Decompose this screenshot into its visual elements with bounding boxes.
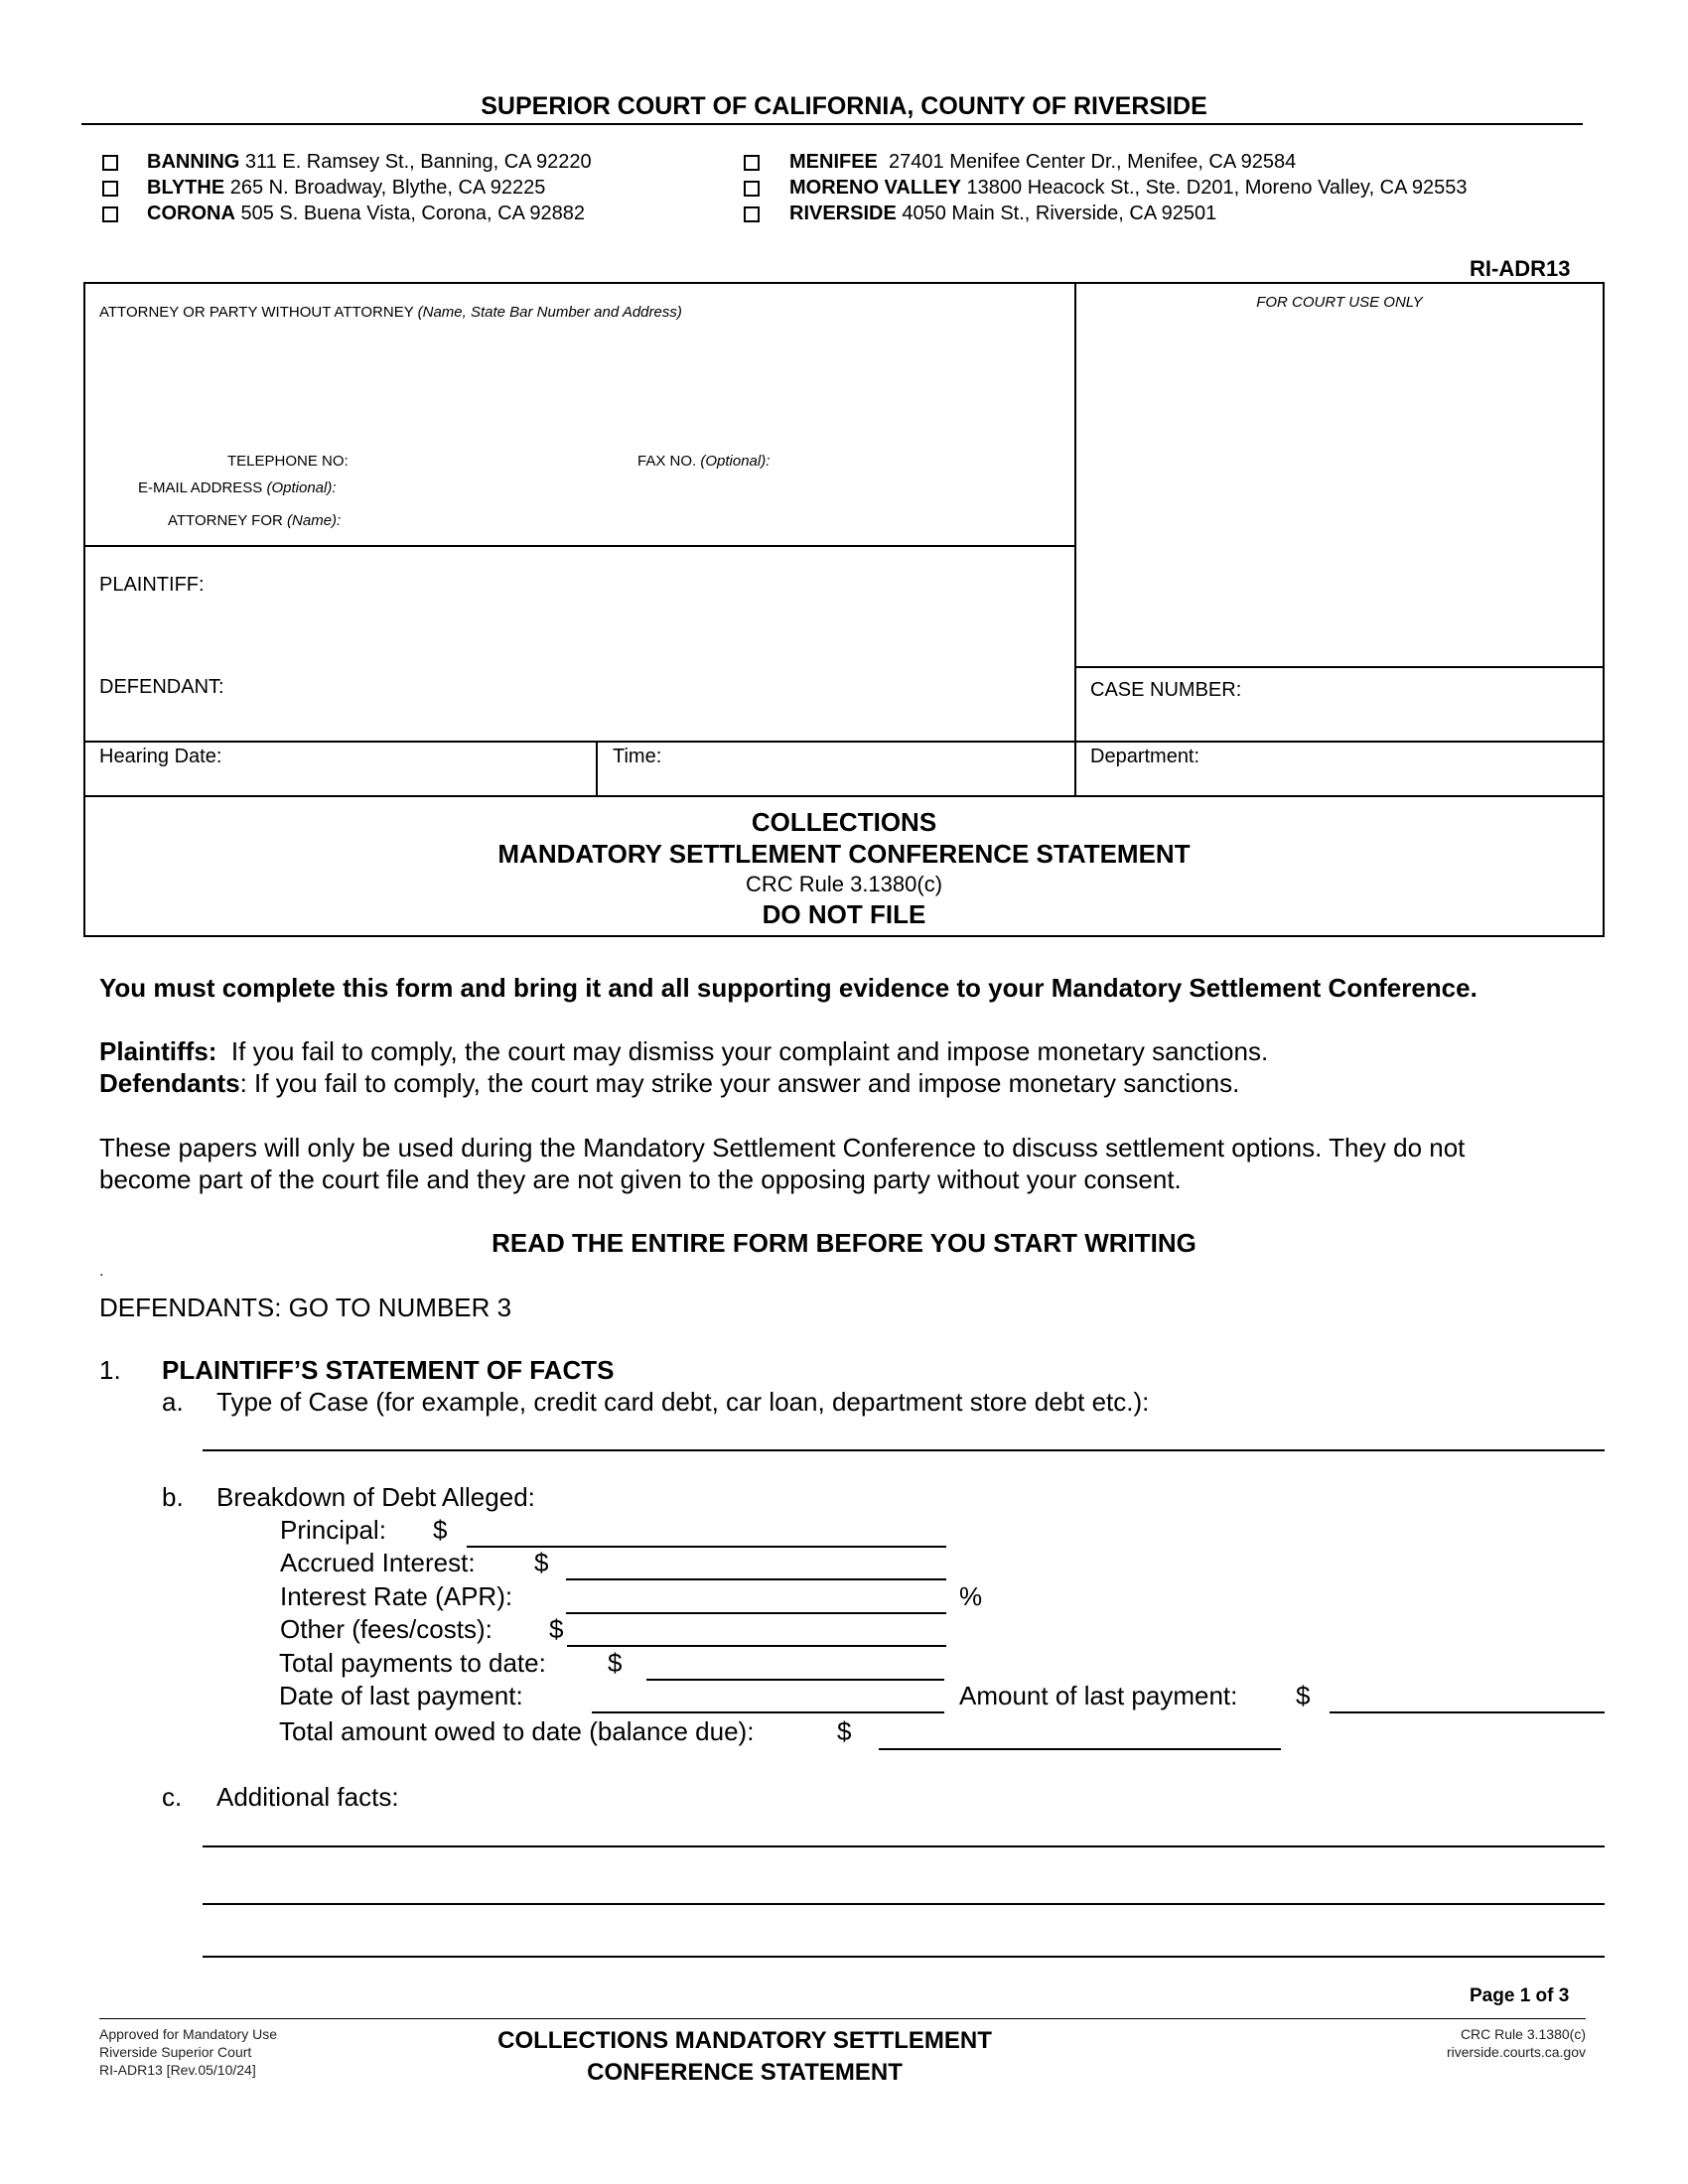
footer-rule-website: CRC Rule 3.1380(c) riverside.courts.ca.gov: [1446, 2026, 1586, 2060]
department-label: Department:: [1090, 746, 1200, 767]
interest-rate-input[interactable]: [566, 1588, 946, 1614]
court-use-only-label: FOR COURT USE ONLY: [1256, 294, 1423, 311]
form-title-do-not-file: DO NOT FILE: [762, 899, 926, 929]
form-title-main: MANDATORY SETTLEMENT CONFERENCE STATEMENT: [497, 839, 1191, 869]
type-of-case-input[interactable]: [203, 1426, 1605, 1451]
principal-input[interactable]: [467, 1522, 946, 1548]
defendant-label: DEFENDANT:: [99, 676, 224, 698]
total-owed-dollar: $: [837, 1716, 852, 1746]
location-blythe: BLYTHE 265 N. Broadway, Blythe, CA 92225: [147, 177, 546, 199]
hearing-date-label: Hearing Date:: [99, 746, 222, 767]
total-owed-label: Total amount owed to date (balance due):: [279, 1716, 755, 1746]
location-corona: CORONA 505 S. Buena Vista, Corona, CA 92882: [147, 203, 585, 224]
checkbox-corona[interactable]: [102, 206, 118, 222]
item-a-text: Type of Case (for example, credit card debt, car loan, department store debt etc.):: [216, 1387, 1150, 1417]
caption-divider-court-use: [1074, 666, 1605, 668]
item-c-letter: c.: [162, 1782, 183, 1812]
form-title-rule: CRC Rule 3.1380(c): [745, 872, 943, 896]
caption-divider-vertical: [1074, 282, 1076, 796]
location-moreno-valley: MORENO VALLEY 13800 Heacock St., Ste. D201, Moreno Valley, CA 92553: [789, 177, 1468, 199]
papers-notice-line1: These papers will only be used during the Mandatory Settlement Conference to discuss settlement options. They do not: [99, 1133, 1466, 1162]
location-riverside: RIVERSIDE 4050 Main St., Riverside, CA 92501: [789, 203, 1217, 224]
form-title-collections: COLLECTIONS: [751, 807, 937, 837]
item-b-text: Breakdown of Debt Alleged:: [216, 1482, 535, 1512]
accrued-interest-label: Accrued Interest:: [280, 1548, 476, 1577]
caption-divider-hearing: [83, 741, 1605, 743]
checkbox-moreno-valley[interactable]: [744, 181, 760, 197]
date-last-payment-label: Date of last payment:: [279, 1681, 523, 1710]
footer-form-title: COLLECTIONS MANDATORY SETTLEMENT CONFERENCE STATEMENT: [497, 2027, 992, 2086]
case-number-label: CASE NUMBER:: [1090, 679, 1242, 701]
interest-rate-percent: %: [959, 1581, 983, 1611]
item-a-letter: a.: [162, 1387, 184, 1417]
time-label: Time:: [613, 746, 662, 767]
page-number: Page 1 of 3: [1470, 1985, 1570, 2006]
interest-rate-label: Interest Rate (APR):: [280, 1581, 513, 1611]
checkbox-menifee[interactable]: [744, 155, 760, 171]
additional-facts-line1[interactable]: [203, 1822, 1605, 1847]
item-b-letter: b.: [162, 1482, 184, 1512]
must-complete-notice: You must complete this form and bring it and all supporting evidence to your Mandatory Settlement Conference.: [99, 973, 1477, 1003]
plaintiff-label: PLAINTIFF:: [99, 574, 205, 596]
accrued-interest-dollar: $: [534, 1548, 549, 1577]
attorney-label: ATTORNEY OR PARTY WITHOUT ATTORNEY (Name, State Bar Number and Address): [99, 304, 682, 321]
total-payments-dollar: $: [608, 1648, 623, 1678]
email-label: E-MAIL ADDRESS (Optional):: [138, 479, 337, 496]
amount-last-payment-input[interactable]: [1330, 1688, 1605, 1713]
accrued-interest-input[interactable]: [566, 1555, 946, 1580]
read-entire-form: READ THE ENTIRE FORM BEFORE YOU START WRITING: [492, 1228, 1196, 1258]
amount-last-payment-dollar: $: [1296, 1681, 1311, 1710]
caption-divider-date-time: [596, 741, 598, 796]
form-id: RI-ADR13: [1470, 256, 1571, 281]
principal-label: Principal:: [280, 1515, 386, 1545]
attorney-for-label: ATTORNEY FOR (Name):: [168, 512, 342, 529]
other-fees-input[interactable]: [567, 1621, 946, 1647]
amount-last-payment-label: Amount of last payment:: [959, 1681, 1238, 1710]
other-fees-label: Other (fees/costs):: [280, 1614, 492, 1644]
principal-dollar: $: [433, 1515, 448, 1545]
stray-dot: .: [99, 1263, 104, 1280]
checkbox-blythe[interactable]: [102, 181, 118, 197]
item-c-text: Additional facts:: [216, 1782, 399, 1812]
defendants-go-to-3: DEFENDANTS: GO TO NUMBER 3: [99, 1293, 512, 1322]
checkbox-riverside[interactable]: [744, 206, 760, 222]
section1-title: PLAINTIFF’S STATEMENT OF FACTS: [162, 1355, 615, 1385]
footer-approved: Approved for Mandatory Use Riverside Superior Court RI-ADR13 [Rev.05/10/24]: [99, 2026, 277, 2078]
caption-divider-attorney: [83, 545, 1075, 547]
other-fees-dollar: $: [549, 1614, 564, 1644]
caption-divider-title: [83, 795, 1605, 797]
footer-rule: [99, 2018, 1586, 2019]
total-payments-input[interactable]: [646, 1655, 944, 1681]
location-menifee: MENIFEE 27401 Menifee Center Dr., Menifee, CA 92584: [789, 151, 1297, 173]
total-owed-input[interactable]: [879, 1724, 1281, 1750]
location-banning: BANNING 311 E. Ramsey St., Banning, CA 92220: [147, 151, 592, 173]
court-title: SUPERIOR COURT OF CALIFORNIA, COUNTY OF RIVERSIDE: [481, 92, 1207, 120]
fax-label: FAX NO. (Optional):: [637, 453, 771, 470]
section1-number: 1.: [99, 1355, 121, 1385]
total-payments-label: Total payments to date:: [279, 1648, 546, 1678]
header-rule: [81, 123, 1583, 125]
checkbox-banning[interactable]: [102, 155, 118, 171]
additional-facts-line3[interactable]: [203, 1932, 1605, 1958]
defendants-notice: Defendants: If you fail to comply, the court may strike your answer and impose monetary sanctions.: [99, 1068, 1240, 1098]
telephone-label: TELEPHONE NO:: [227, 453, 349, 470]
date-last-payment-input[interactable]: [592, 1688, 944, 1713]
plaintiffs-notice: Plaintiffs: If you fail to comply, the court may dismiss your complaint and impose monetary sanctions.: [99, 1036, 1269, 1066]
papers-notice-line2: become part of the court file and they are not given to the opposing party without your consent.: [99, 1164, 1182, 1194]
additional-facts-line2[interactable]: [203, 1879, 1605, 1905]
